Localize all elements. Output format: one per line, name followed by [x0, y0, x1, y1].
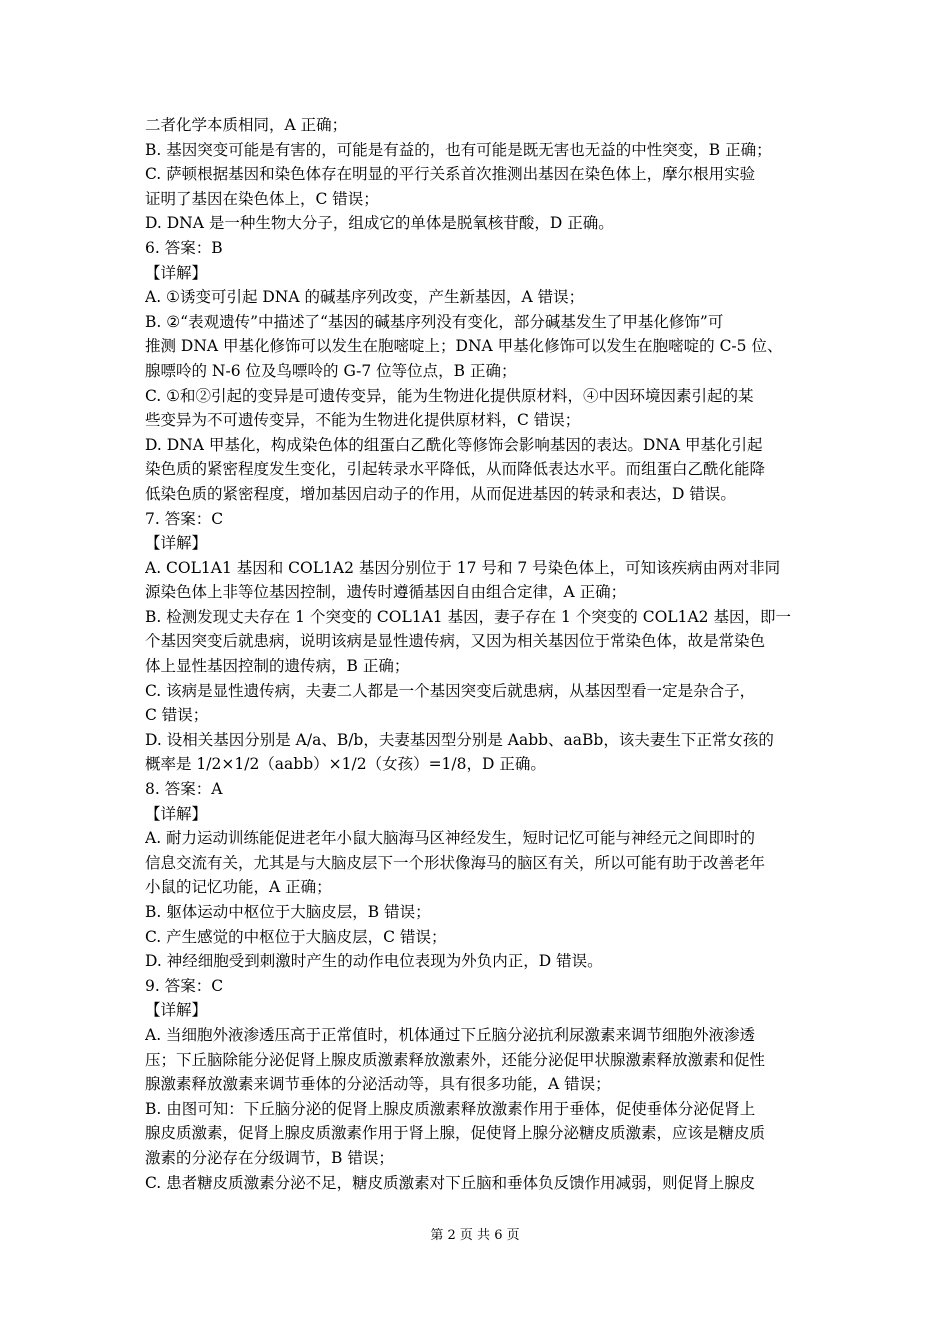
text-line: 腺激素释放激素来调节垂体的分泌活动等，具有很多功能，A 错误； [145, 1075, 611, 1094]
text-line: 个基因突变后就患病，说明该病是显性遗传病，又因为相关基因位于常染色体，故是常染色 [145, 632, 766, 651]
text-line: 推测 DNA 甲基化修饰可以发生在胞嘧啶上；DNA 甲基化修饰可以发生在胞嘧啶的 C-5 位、 [145, 337, 783, 356]
text-line: D. DNA 甲基化，构成染色体的组蛋白乙酰化等修饰会影响基因的表达。DNA 甲基化引起 [145, 435, 763, 454]
text-line: 概率是 1/2×1/2（aabb）×1/2（女孩）=1/8，D 正确。 [145, 755, 546, 774]
text-line: 二者化学本质相同，A 正确； [145, 116, 348, 134]
page-footer: 第 2 页 共 6 页 [430, 1228, 520, 1243]
text-line: D. 设相关基因分别是 A/a、B/b，夫妻基因型分别是 Aabb、aaBb，该夫妻生下正常女孩的 [145, 730, 774, 749]
text-line: A. COL1A1 基因和 COL1A2 基因分别位于 17 号和 7 号染色体上，可知该疾病由两对非同 [145, 558, 781, 577]
text-line: 腺嘌呤的 N-6 位及鸟嘌呤的 G-7 位等位点，B 正确； [145, 361, 517, 380]
text-line: A. 当细胞外液渗透压高于正常值时，机体通过下丘脑分泌抗利尿激素来调节细胞外液渗透 [145, 1025, 756, 1044]
text-line: A. 耐力运动训练能促进老年小鼠大脑海马区神经发生，短时记忆可能与神经元之间即时的 [145, 829, 756, 848]
text-line: D. DNA 是一种生物大分子，组成它的单体是脱氧核苷酸，D 正确。 [145, 214, 614, 233]
text-line: 证明了基因在染色体上，C 错误； [145, 189, 379, 208]
text-line: B. 由图可知：下丘脑分泌的促肾上腺皮质激素释放激素作用于垂体，促使垂体分泌促肾上 [145, 1099, 756, 1118]
explanation-heading: 【详解】 [145, 534, 208, 553]
text-line: C. 患者糖皮质激素分泌不足，糖皮质激素对下丘脑和垂体负反馈作用减弱，则促肾上腺皮 [145, 1173, 756, 1192]
text-line: 激素的分泌存在分级调节，B 错误； [145, 1148, 394, 1167]
text-line: D. 神经细胞受到刺激时产生的动作电位表现为外负内正，D 错误。 [145, 952, 603, 971]
text-line: 低染色质的紧密程度，增加基因启动子的作用，从而促进基因的转录和表达，D 错误。 [145, 484, 736, 503]
text-line: C. ①和②引起的变异是可遗传变异，能为生物进化提供原材料，④中因环境因素引起的某 [145, 386, 754, 405]
text-line: 压；下丘脑除能分泌促肾上腺皮质激素释放激素外，还能分泌促甲状腺激素释放激素和促性 [145, 1050, 766, 1069]
document-body [145, 113, 810, 1195]
explanation-heading: 【详解】 [145, 1001, 208, 1020]
explanation-heading: 【详解】 [145, 804, 208, 823]
text-line: C. 该病是显性遗传病，夫妻二人都是一个基因突变后就患病，从基因型看一定是杂合子， [145, 681, 756, 700]
text-line: C 错误； [145, 706, 209, 725]
text-line: 染色质的紧密程度发生变化，引起转录水平降低，从而降低表达水平。而组蛋白乙酰化能降 [145, 460, 766, 479]
text-line: C. 产生感觉的中枢位于大脑皮层，C 错误； [145, 927, 447, 946]
text-line: C. 萨顿根据基因和染色体存在明显的平行关系首次推测出基因在染色体上，摩尔根用实验 [145, 165, 756, 184]
text-line: 体上显性基因控制的遗传病，B 正确； [145, 657, 410, 676]
text-line: B. 躯体运动中枢位于大脑皮层，B 错误； [145, 903, 431, 921]
answer-heading: 7. 答案：C [145, 509, 224, 528]
text-line: B. ②“表观遗传”中描述了“基因的碱基序列没有变化，部分碱基发生了甲基化修饰”可 [145, 312, 724, 331]
answer-heading: 9. 答案：C [145, 976, 224, 995]
text-line: 腺皮质激素，促肾上腺皮质激素作用于肾上腺，促使肾上腺分泌糖皮质激素，应该是糖皮质 [145, 1124, 766, 1143]
explanation-heading: 【详解】 [145, 263, 208, 282]
text-line: 源染色体上非等位基因控制，遗传时遵循基因自由组合定律，A 正确； [145, 583, 627, 602]
text-line: B. 基因突变可能是有害的，可能是有益的，也有可能是既无害也无益的中性突变，B 正确； [145, 140, 772, 159]
text-line: 些变异为不可遗传变异，不能为生物进化提供原材料，C 错误； [145, 411, 581, 430]
answer-heading: 8. 答案：A [145, 780, 223, 799]
text-line: B. 检测发现丈夫存在 1 个突变的 COL1A1 基因，妻子存在 1 个突变的 COL1A2 基因，即一 [145, 607, 791, 626]
answer-heading: 6. 答案：B [145, 238, 223, 257]
text-line: 信息交流有关，尤其是与大脑皮层下一个形状像海马的脑区有关，所以可能有助于改善老年 [145, 853, 766, 872]
text-line: A. ①诱变可引起 DNA 的碱基序列改变，产生新基因，A 错误； [145, 288, 585, 307]
text-line: 小鼠的记忆功能，A 正确； [145, 878, 332, 897]
